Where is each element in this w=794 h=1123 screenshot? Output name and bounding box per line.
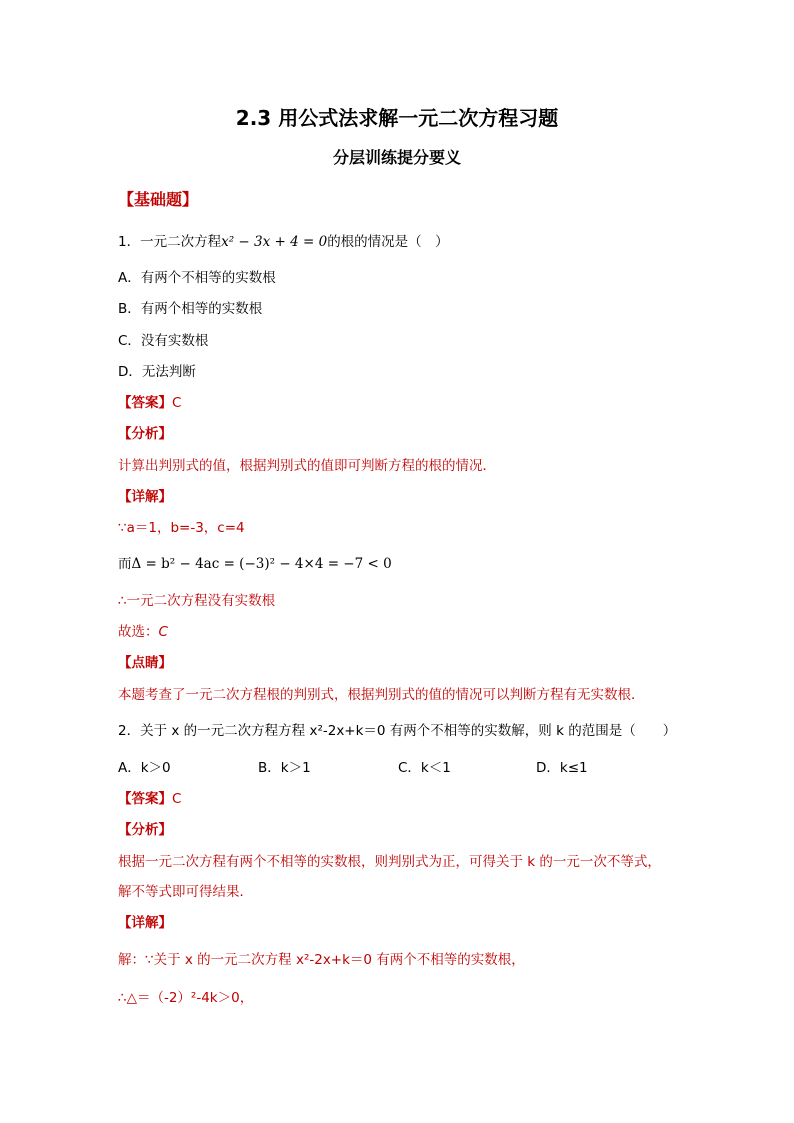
q1-option-d: D．无法判断: [118, 364, 196, 380]
q2-option-d: D．k≤1: [536, 760, 588, 776]
page-title: 2.3 用公式法求解一元二次方程习题: [235, 106, 559, 130]
q1-detail-line-2: 而Δ = b² − 4ac = (−3)² − 4×4 = −7 < 0: [118, 556, 392, 572]
q1-discriminant-equation: Δ = b² − 4ac = (−3)² − 4×4 = −7 < 0: [131, 556, 392, 572]
q1-option-c: C．没有实数根: [118, 333, 209, 349]
q2-option-a: A．k＞0: [118, 760, 171, 776]
q2-analysis-line-2: 解不等式即可得结果．: [118, 884, 253, 900]
q1-comment-text: 本题考查了一元二次方程根的判别式，根据判别式的值的情况可以判断方程有无实数根．: [118, 687, 645, 703]
q2-option-b: B．k＞1: [258, 760, 311, 776]
q1-stem: 1．一元二次方程x² − 3x + 4 = 0的根的情况是（ ）: [118, 234, 449, 250]
q2-analysis-tag: 【分析】: [118, 822, 172, 838]
section-heading: 【基础题】: [118, 190, 199, 209]
q2-analysis-line-1: 根据一元二次方程有两个不相等的实数根，则判别式为正，可得关于 k 的一元一次不等式，: [118, 854, 661, 870]
q1-analysis-text: 计算出判别式的值，根据判别式的值即可判断方程的根的情况．: [118, 458, 496, 474]
page-subtitle: 分层训练提分要义: [332, 148, 461, 167]
q2-option-c: C．k＜1: [398, 760, 451, 776]
q1-comment-tag: 【点睛】: [118, 655, 172, 671]
q2-detail-line-1: 解：∵关于 x 的一元二次方程 x²-2x+k＝0 有两个不相等的实数根，: [118, 952, 525, 968]
q1-option-a: A．有两个不相等的实数根: [118, 270, 276, 286]
q1-detail-line-4: 故选：C: [118, 624, 168, 640]
q1-detail-tag: 【详解】: [118, 489, 172, 505]
q1-detail-line-1: ∵a＝1，b=-3，c=4: [118, 520, 245, 536]
q2-detail-tag: 【详解】: [118, 915, 172, 931]
q2-stem: 2．关于 x 的一元二次方程方程 x²-2x+k＝0 有两个不相等的实数解，则 k 的范围是（ ）: [118, 723, 677, 739]
q1-analysis-tag: 【分析】: [118, 426, 172, 442]
q2-answer: 【答案】C: [118, 791, 182, 807]
q2-detail-line-2: ∴△＝（-2）²-4k＞0，: [118, 990, 254, 1006]
q1-option-b: B．有两个相等的实数根: [118, 301, 263, 317]
q1-answer: 【答案】C: [118, 395, 182, 411]
q1-equation: x² − 3x + 4 = 0: [221, 234, 328, 250]
q1-detail-line-3: ∴一元二次方程没有实数根: [118, 593, 276, 609]
